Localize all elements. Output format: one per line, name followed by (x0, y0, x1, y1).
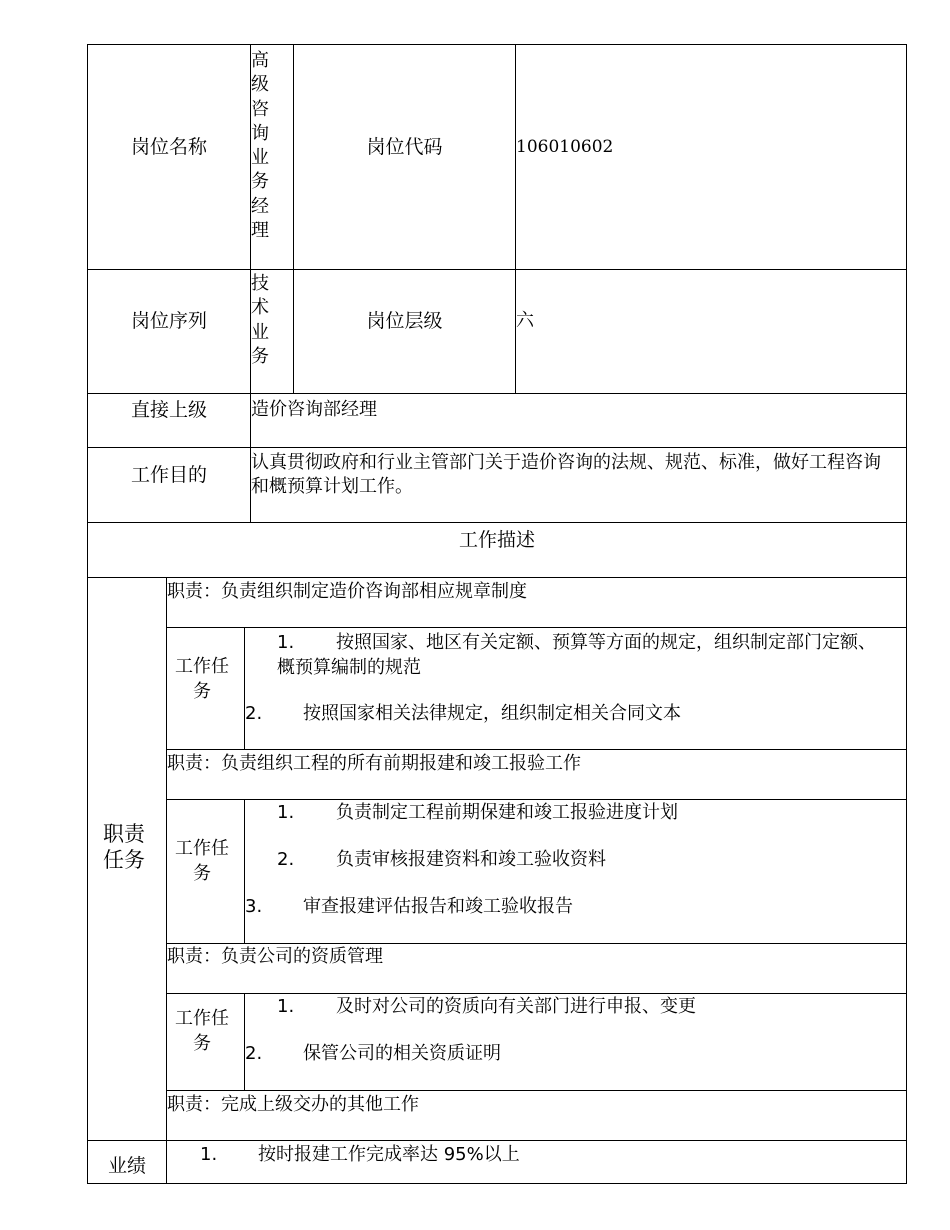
performance-label: 业绩 (107, 1155, 146, 1177)
divider (244, 627, 245, 749)
description-title: 工作描述 (458, 529, 535, 551)
position-name-label: 岗位名称 (130, 136, 207, 158)
divider (244, 799, 245, 943)
divider (515, 44, 516, 394)
task-text: 按照国家、地区有关定额、预算等方面的规定，组织制定部门定额、 (336, 632, 876, 653)
performance-number: 1. (200, 1144, 218, 1165)
performance-text: 按时报建工作完成率达 95%以上 (258, 1144, 520, 1165)
duty-title: 职责：负责组织工程的所有前期报建和竣工报验工作 (167, 753, 581, 774)
divider (166, 749, 907, 750)
divider (87, 522, 907, 523)
task-text: 及时对公司的资质向有关部门进行申报、变更 (336, 996, 696, 1017)
divider (87, 269, 907, 270)
task-label: 工作任务 (175, 838, 229, 884)
divider (166, 799, 907, 800)
duty-title: 职责：负责公司的资质管理 (167, 946, 383, 967)
task-number: 1. (277, 802, 295, 823)
task-text: 保管公司的相关资质证明 (303, 1043, 501, 1064)
divider (166, 627, 907, 628)
divider (166, 943, 907, 944)
divider (293, 44, 294, 394)
sequence-label: 岗位序列 (130, 310, 207, 332)
sequence-value: 技术业务 (251, 273, 269, 367)
task-text: 负责制定工程前期保建和竣工报验进度计划 (336, 802, 678, 823)
divider (87, 447, 907, 448)
supervisor-value: 造价咨询部经理 (251, 399, 377, 420)
task-text-continued: 概预算编制的规范 (277, 657, 421, 678)
task-text: 按照国家相关法律规定，组织制定相关合同文本 (303, 703, 681, 724)
task-label: 工作任务 (175, 656, 229, 702)
level-label: 岗位层级 (366, 310, 443, 332)
divider (87, 577, 907, 578)
task-number: 2. (245, 1043, 263, 1064)
position-name-value: 高级咨询业务经理 (251, 50, 269, 242)
task-text: 负责审核报建资料和竣工验收资料 (336, 849, 606, 870)
task-text: 审查报建评估报告和竣工验收报告 (303, 896, 573, 917)
task-number: 3. (245, 896, 263, 917)
supervisor-label: 直接上级 (130, 399, 207, 421)
divider (166, 1090, 907, 1091)
task-number: 1. (277, 996, 295, 1017)
divider (87, 393, 907, 394)
duty-title: 职责：完成上级交办的其他工作 (167, 1094, 419, 1115)
purpose-value: 认真贯彻政府和行业主管部门关于造价咨询的法规、规范、标准，做好工程咨询和概预算计划工作。 (251, 452, 881, 497)
level-value: 六 (516, 310, 534, 331)
position-code-value: 106010602 (516, 137, 614, 157)
task-number: 2. (277, 849, 295, 870)
duty-title: 职责：负责组织制定造价咨询部相应规章制度 (167, 581, 527, 602)
task-label: 工作任务 (175, 1008, 229, 1054)
duties-label: 职责任务 (103, 822, 145, 872)
task-number: 1. (277, 632, 295, 653)
purpose-label: 工作目的 (130, 464, 207, 486)
divider (87, 1140, 907, 1141)
position-code-label: 岗位代码 (366, 136, 443, 158)
task-number: 2. (245, 703, 263, 724)
divider (166, 993, 907, 994)
